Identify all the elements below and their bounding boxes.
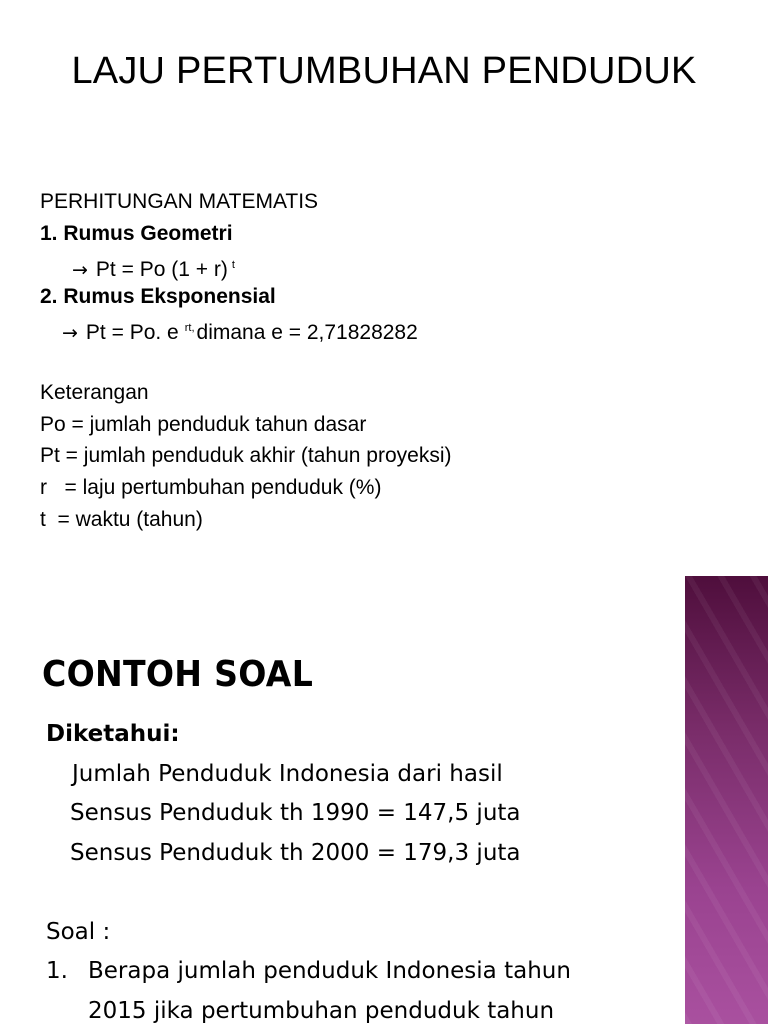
question-line: Berapa jumlah penduduk Indonesia tahun: [88, 952, 571, 992]
question-item: [46, 952, 571, 992]
exponential-formula: [40, 313, 451, 345]
right-arrow-icon: →: [72, 259, 88, 281]
known-line: Sensus Penduduk th 2000 = 179,3 juta: [46, 834, 571, 874]
exponential-exponent: rt,: [185, 322, 195, 334]
exponential-constant: dimana e = 2,71828282: [197, 321, 418, 344]
exponential-heading: 2. Rumus Eksponensial: [40, 281, 451, 313]
known-line: Sensus Penduduk th 1990 = 147,5 juta: [46, 794, 571, 834]
example-title: CONTOH SOAL: [42, 654, 313, 695]
legend-item: r = laju pertumbuhan penduduk (%): [40, 472, 451, 504]
legend-heading: Keterangan: [40, 377, 451, 409]
geometric-formula-text: Pt = Po (1 + r): [96, 258, 228, 281]
section-heading: PERHITUNGAN MATEMATIS: [40, 186, 451, 218]
band-stripes: [685, 576, 768, 1024]
question-label: Soal :: [46, 913, 571, 953]
right-arrow-icon: →: [62, 322, 78, 344]
spacer: [40, 345, 451, 377]
spacer: [46, 873, 571, 913]
slide-example-problem: [0, 576, 768, 1024]
example-content: [46, 715, 571, 1031]
known-line: Jumlah Penduduk Indonesia dari hasil: [46, 755, 571, 795]
exponential-formula-text: Pt = Po. e: [86, 321, 179, 344]
geometric-exponent: t: [232, 259, 235, 271]
geometric-heading: 1. Rumus Geometri: [40, 218, 451, 250]
formula-content: [40, 186, 451, 536]
slide-title: LAJU PERTUMBUHAN PENDUDUK: [0, 50, 768, 93]
question-number: 1.: [46, 952, 88, 992]
legend-item: Pt = jumlah penduduk akhir (tahun proyeksi): [40, 440, 451, 472]
known-label: Diketahui:: [46, 715, 571, 755]
decorative-side-band: [685, 576, 768, 1024]
legend-item: Po = jumlah penduduk tahun dasar: [40, 409, 451, 441]
geometric-formula: [40, 250, 451, 282]
question-line-continued: 2015 jika pertumbuhan penduduk tahun: [46, 992, 571, 1031]
legend-item: t = waktu (tahun): [40, 504, 451, 536]
